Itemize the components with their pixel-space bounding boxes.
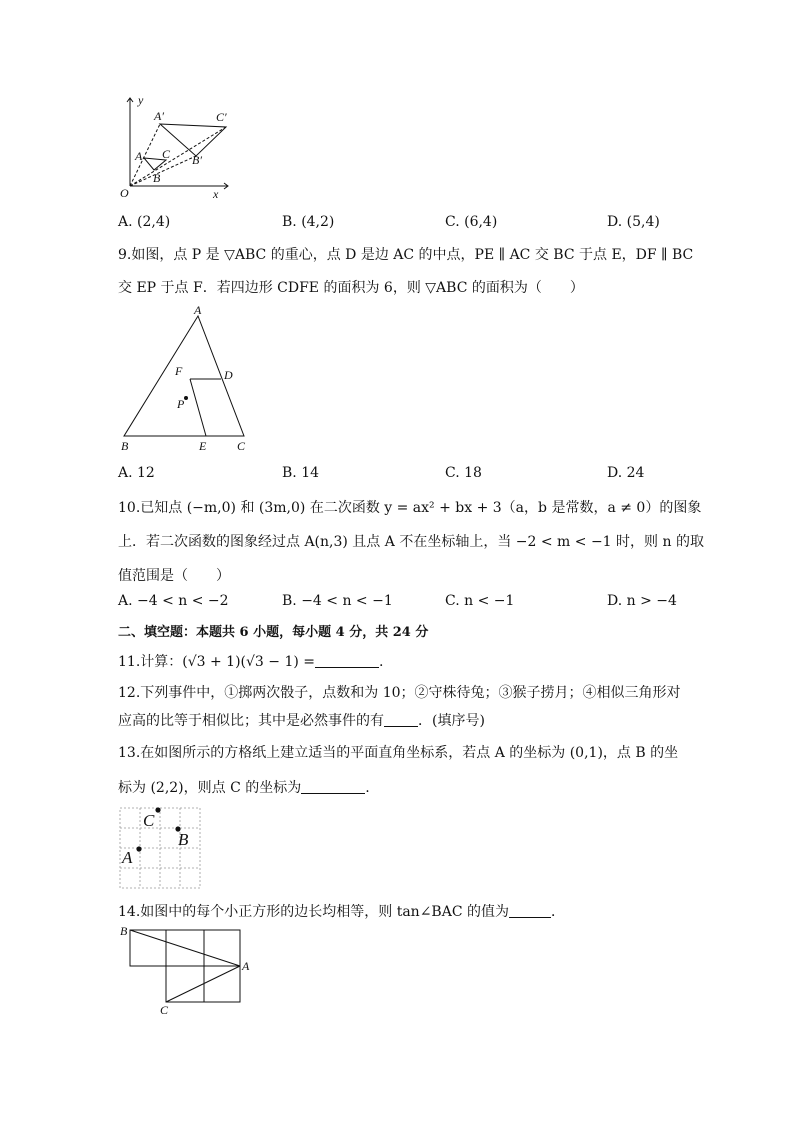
q10-text-line2: 上．若二次函数的图象经过点 A(n,3) 且点 A 不在坐标轴上，当 −2 < m < −1 时，则 n 的取: [118, 534, 704, 550]
q8-option-b: B. (4,2): [282, 214, 335, 230]
q9-label-c: C: [237, 439, 246, 452]
q12-prefix: 应高的比等于相似比；其中是必然事件的有: [118, 713, 384, 729]
q8-label-c-prime: C′: [216, 110, 227, 124]
q9-option-b: B. 14: [282, 465, 320, 481]
q13-answer-blank[interactable]: [301, 779, 365, 794]
q9-label-e: E: [199, 439, 207, 452]
q8-label-b: B: [153, 171, 161, 185]
q12-text-line1: 12.下列事件中，①掷两次骰子，点数和为 10；②守株待兔；③猴子捞月；④相似三角形对: [118, 685, 681, 701]
q11-text: [118, 651, 383, 671]
q9-label-d: D: [224, 368, 233, 382]
q8-label-b-prime: B′: [192, 153, 202, 167]
q10-text-line3: 值范围是（ ）: [118, 568, 230, 584]
q14-label-a: A: [242, 959, 250, 973]
q14-prefix: 14.如图中的每个小正方形的边长均相等，则 tan∠BAC 的值为: [118, 904, 509, 920]
q8-label-y: y: [138, 94, 144, 107]
q13-label-a: A: [122, 848, 133, 867]
q11-suffix: .: [379, 654, 384, 670]
q14-grid-figure: [116, 922, 258, 1018]
q14-label-b: B: [120, 924, 128, 938]
q14-suffix: ．: [551, 904, 565, 920]
q8-label-o: O: [120, 186, 129, 200]
q13-label-b: B: [178, 830, 189, 849]
q12-suffix: ．(填序号): [418, 713, 485, 729]
q8-option-c: C. (6,4): [445, 214, 498, 230]
section-heading: 二、填空题：本题共 6 小题，每小题 4 分，共 24 分: [118, 625, 429, 640]
q8-figure: [116, 94, 236, 202]
q13-prefix: 标为 (2,2)，则点 C 的坐标为: [118, 780, 302, 796]
q9-figure: [112, 302, 262, 452]
q12-text-line2: [118, 710, 485, 730]
q10-option-d: D. n > −4: [607, 593, 677, 609]
q8-label-x: x: [213, 187, 219, 201]
q9-option-a: A. 12: [118, 465, 155, 481]
q13-label-c: C: [143, 811, 155, 830]
q9-option-d: D. 24: [607, 465, 645, 481]
q9-text-line1: 9.如图，点 P 是 ▽ABC 的重心，点 D 是边 AC 的中点，PE ∥ AC 交 BC 于点 E，DF ∥ BC: [118, 247, 694, 263]
q11-prefix: 11.计算：(√3 + 1)(√3 − 1) =: [118, 654, 316, 670]
q13-grid-figure: [118, 806, 202, 890]
q10-option-c: C. n < −1: [445, 593, 515, 609]
q9-label-b: B: [121, 439, 129, 452]
q10-text-line1: 10.已知点 (−m,0) 和 (3m,0) 在二次函数 y = ax² + bx + 3（a，b 是常数，a ≠ 0）的图象: [118, 500, 702, 516]
q14-answer-blank[interactable]: [509, 903, 551, 918]
q10-option-b: B. −4 < n < −1: [282, 593, 393, 609]
q10-option-a: A. −4 < n < −2: [118, 593, 229, 609]
q11-answer-blank[interactable]: [315, 653, 379, 668]
q12-answer-blank[interactable]: [384, 712, 418, 727]
q9-option-c: C. 18: [445, 465, 482, 481]
q9-text-line2: 交 EP 于点 F．若四边形 CDFE 的面积为 6，则 ▽ABC 的面积为（ ）: [118, 280, 584, 296]
q13-suffix: .: [365, 780, 370, 796]
q8-option-a: A. (2,4): [118, 214, 171, 230]
q8-label-c: C: [162, 147, 171, 161]
q9-label-a: A: [194, 303, 202, 317]
q8-label-a-prime: A′: [154, 109, 164, 123]
q13-text-line2: [118, 777, 370, 797]
q9-label-f: F: [175, 364, 183, 378]
q8-label-a: A: [135, 149, 143, 163]
q13-text-line1: 13.在如图所示的方格纸上建立适当的平面直角坐标系，若点 A 的坐标为 (0,1)，点 B 的坐: [118, 745, 679, 761]
q9-label-p: P: [177, 397, 185, 411]
q8-option-d: D. (5,4): [607, 214, 660, 230]
q14-text: [118, 901, 565, 921]
q14-label-c: C: [160, 1003, 169, 1017]
